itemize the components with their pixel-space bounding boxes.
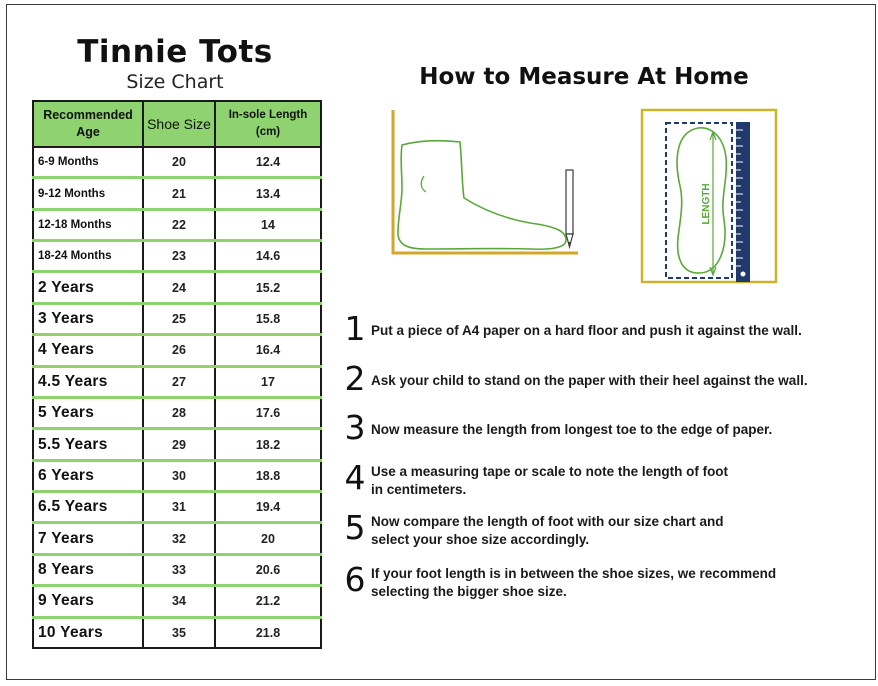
shoe-size-cell: 24 bbox=[143, 272, 215, 303]
table-row bbox=[33, 303, 321, 334]
shoe-size-cell: 23 bbox=[143, 241, 215, 272]
age-cell: 6-9 Months bbox=[33, 147, 143, 178]
shoe-size-cell: 29 bbox=[143, 429, 215, 460]
step-text bbox=[371, 372, 808, 390]
header-shoe-size: Shoe Size bbox=[143, 101, 215, 147]
step-2 bbox=[342, 361, 872, 401]
step-text bbox=[371, 565, 776, 601]
ruler-measure-illustration bbox=[640, 108, 780, 286]
age-cell: 9-12 Months bbox=[33, 178, 143, 209]
header-insole-length: In-sole Length (cm) bbox=[215, 101, 321, 147]
step-number: 1 bbox=[344, 309, 366, 348]
step-number: 2 bbox=[344, 359, 366, 398]
step-text bbox=[371, 322, 802, 340]
step-number: 4 bbox=[344, 458, 366, 497]
foot-outline-icon bbox=[398, 141, 566, 249]
table-row bbox=[33, 241, 321, 272]
insole-length-cell: 21.2 bbox=[215, 586, 321, 617]
insole-length-cell: 15.2 bbox=[215, 272, 321, 303]
table-row bbox=[33, 209, 321, 240]
step-number: 3 bbox=[344, 408, 366, 447]
table-row bbox=[33, 460, 321, 491]
insole-length-cell: 12.4 bbox=[215, 147, 321, 178]
step-6 bbox=[342, 562, 872, 602]
insole-length-cell: 20 bbox=[215, 523, 321, 554]
shoe-size-cell: 35 bbox=[143, 617, 215, 648]
step-text-line: selecting the bigger shoe size. bbox=[371, 584, 567, 599]
insole-length-cell: 16.4 bbox=[215, 335, 321, 366]
age-cell: 5 Years bbox=[33, 397, 143, 428]
table-row bbox=[33, 492, 321, 523]
step-3 bbox=[342, 410, 872, 450]
age-cell: 18-24 Months bbox=[33, 241, 143, 272]
shoe-size-cell: 20 bbox=[143, 147, 215, 178]
age-cell: 3 Years bbox=[33, 303, 143, 334]
step-5 bbox=[342, 510, 872, 550]
insole-length-cell: 19.4 bbox=[215, 492, 321, 523]
length-label: LENGTH bbox=[701, 183, 712, 225]
size-chart-subtitle: Size Chart bbox=[126, 71, 224, 93]
step-text-line: Now compare the length of foot with our size chart and bbox=[371, 514, 724, 529]
table-header-row bbox=[33, 101, 321, 147]
step-text-line: Put a piece of A4 paper on a hard floor and push it against the wall. bbox=[371, 323, 802, 338]
step-text-line: If your foot length is in between the shoe sizes, we recommend bbox=[371, 566, 777, 581]
how-to-measure-title: How to Measure At Home bbox=[419, 64, 749, 90]
insole-length-cell: 17 bbox=[215, 366, 321, 397]
table-row bbox=[33, 586, 321, 617]
step-text-line: in centimeters. bbox=[371, 482, 467, 497]
brand-title: Tinnie Tots bbox=[77, 34, 273, 70]
table-row bbox=[33, 366, 321, 397]
table-row bbox=[33, 523, 321, 554]
header-recommended-age: Recommended Age bbox=[33, 101, 143, 147]
step-number: 6 bbox=[344, 560, 366, 599]
age-cell: 10 Years bbox=[33, 617, 143, 648]
step-4 bbox=[342, 460, 872, 500]
step-number: 5 bbox=[344, 508, 366, 547]
age-cell: 4 Years bbox=[33, 335, 143, 366]
age-cell: 9 Years bbox=[33, 586, 143, 617]
insole-length-cell: 13.4 bbox=[215, 178, 321, 209]
insole-length-cell: 18.8 bbox=[215, 460, 321, 491]
shoe-size-cell: 30 bbox=[143, 460, 215, 491]
step-text bbox=[371, 513, 724, 549]
shoe-size-cell: 28 bbox=[143, 397, 215, 428]
shoe-size-cell: 26 bbox=[143, 335, 215, 366]
insole-length-cell: 21.8 bbox=[215, 617, 321, 648]
step-text-line: Ask your child to stand on the paper with their heel against the wall. bbox=[371, 373, 808, 388]
ruler-icon bbox=[736, 122, 750, 282]
step-text bbox=[371, 463, 728, 499]
age-cell: 6.5 Years bbox=[33, 492, 143, 523]
shoe-size-cell: 25 bbox=[143, 303, 215, 334]
shoe-size-cell: 27 bbox=[143, 366, 215, 397]
shoe-size-cell: 32 bbox=[143, 523, 215, 554]
shoe-size-cell: 31 bbox=[143, 492, 215, 523]
table-row bbox=[33, 272, 321, 303]
insole-length-cell: 17.6 bbox=[215, 397, 321, 428]
pencil-icon bbox=[566, 170, 573, 247]
age-cell: 7 Years bbox=[33, 523, 143, 554]
insole-length-cell: 20.6 bbox=[215, 554, 321, 585]
shoe-size-cell: 21 bbox=[143, 178, 215, 209]
shoe-size-cell: 22 bbox=[143, 209, 215, 240]
shoe-size-cell: 34 bbox=[143, 586, 215, 617]
table-row bbox=[33, 147, 321, 178]
step-text-line: Use a measuring tape or scale to note the length of foot bbox=[371, 464, 729, 479]
insole-length-cell: 14 bbox=[215, 209, 321, 240]
table-row bbox=[33, 617, 321, 648]
insole-length-cell: 18.2 bbox=[215, 429, 321, 460]
table-row bbox=[33, 429, 321, 460]
age-cell: 2 Years bbox=[33, 272, 143, 303]
step-text-line: select your shoe size accordingly. bbox=[371, 532, 590, 547]
insole-length-cell: 14.6 bbox=[215, 241, 321, 272]
age-cell: 12-18 Months bbox=[33, 209, 143, 240]
foot-measure-illustration bbox=[390, 108, 580, 258]
size-table-body bbox=[33, 147, 321, 648]
table-row bbox=[33, 397, 321, 428]
table-row bbox=[33, 335, 321, 366]
step-text-line: Now measure the length from longest toe to the edge of paper. bbox=[371, 422, 773, 437]
table-row bbox=[33, 554, 321, 585]
table-row bbox=[33, 178, 321, 209]
age-cell: 6 Years bbox=[33, 460, 143, 491]
step-text bbox=[371, 421, 772, 439]
age-cell: 4.5 Years bbox=[33, 366, 143, 397]
shoe-size-cell: 33 bbox=[143, 554, 215, 585]
size-chart-table bbox=[32, 100, 322, 649]
insole-length-cell: 15.8 bbox=[215, 303, 321, 334]
age-cell: 5.5 Years bbox=[33, 429, 143, 460]
step-1 bbox=[342, 311, 872, 351]
age-cell: 8 Years bbox=[33, 554, 143, 585]
